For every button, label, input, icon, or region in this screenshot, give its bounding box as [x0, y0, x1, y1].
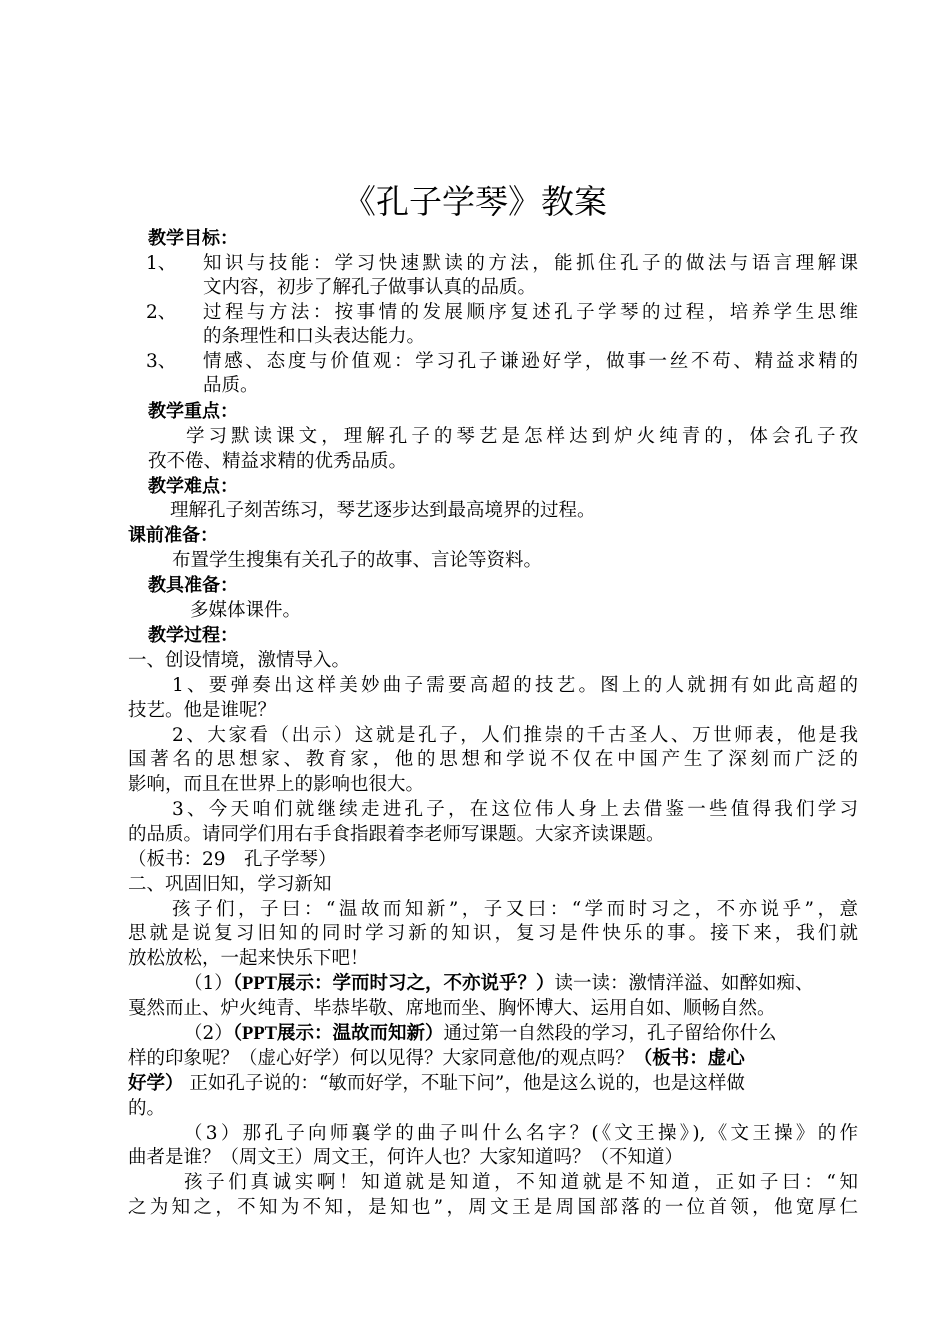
prep-heading: 课前准备： — [128, 525, 218, 546]
paragraph-2-line-2: 国著名的思想家、教育家，他的思想和学说不仅在中国产生了深刻而广泛的 — [128, 749, 858, 770]
paragraph-3-line-1: 3、今天咱们就继续走进孔子，在这位伟人身上去借鉴一些值得我们学习 — [172, 799, 858, 820]
paragraph-6-line-4: 的。 — [128, 1098, 166, 1119]
section-2-heading: 二、巩固旧知，学习新知 — [128, 874, 332, 895]
paragraph-5-number: （1） — [184, 973, 233, 994]
paragraph-8-line-1: 孩子们真诚实啊！知道就是知道，不知道就是不知道，正如子曰：“知 — [184, 1172, 858, 1193]
paragraph-6-board-label-end: 好学） — [128, 1074, 184, 1094]
objectives-heading: 教学目标： — [148, 228, 238, 249]
paragraph-7-line-2: 曲者是谁？（周文王）周文王，何许人也？大家知道吗？（不知道） — [128, 1147, 684, 1168]
paragraph-6-line-3 — [128, 1073, 745, 1095]
paragraph-4-line-1: 孩子们，子曰：“温故而知新”，子又曰：“学而时习之，不亦说乎”，意 — [172, 899, 858, 920]
paragraph-4-line-2: 思就是说复习旧知的同时学习新的知识，复习是件快乐的事。接下来，我们就 — [128, 923, 858, 944]
paragraph-1-line-1: 1、要弹奏出这样美妙曲子需要高超的技艺。图上的人就拥有如此高超的 — [172, 675, 858, 696]
focus-line-2: 孜不倦、精益求精的优秀品质。 — [148, 451, 408, 472]
objective-3-line-1: 情感、态度与价值观：学习孔子谦逊好学，做事一丝不苟、精益求精的 — [203, 351, 858, 372]
paragraph-2-line-1: 2、大家看（出示）这就是孔子，人们推崇的千古圣人、万世师表，他是我 — [172, 725, 858, 746]
prep-text: 布置学生搜集有关孔子的故事、言论等资料。 — [172, 550, 543, 571]
paragraph-5-ppt-label: （PPT展示：学而时习之，不亦说乎？） — [232, 974, 555, 994]
paragraph-6-line-2 — [128, 1048, 745, 1070]
paragraph-6-ppt-label: （PPT展示：温故而知新） — [232, 1024, 444, 1044]
paragraph-8-line-2: 之为知之，不知为不知，是知也”，周文王是周国部落的一位首领，他宽厚仁 — [128, 1197, 858, 1218]
objective-1-line-2: 文内容，初步了解孔子做事认真的品质。 — [203, 277, 537, 298]
paragraph-3-line-2: 的品质。请同学们用右手食指跟着李老师写课题。大家齐读课题。 — [128, 824, 665, 845]
tools-text: 多媒体课件。 — [190, 600, 302, 621]
difficulty-text: 理解孔子刻苦练习，琴艺逐步达到最高境界的过程。 — [170, 500, 596, 521]
section-1-heading: 一、创设情境，激情导入。 — [128, 650, 351, 671]
paragraph-2-line-3: 影响，而且在世界上的影响也很大。 — [128, 774, 425, 795]
objective-2-number: 2、 — [146, 302, 177, 323]
tools-heading: 教具准备： — [148, 575, 238, 596]
paragraph-5-text: 读一读：激情洋溢、如醉如痴、 — [554, 973, 814, 994]
paragraph-6-line-2-text: 样的印象呢？（虚心好学）何以见得？大家同意他/的观点吗？ — [128, 1048, 634, 1069]
paragraph-5-line-1 — [184, 973, 814, 995]
focus-heading: 教学重点： — [148, 401, 238, 422]
objective-3-number: 3、 — [146, 351, 177, 372]
objective-2-line-2: 的条理性和口头表达能力。 — [203, 326, 426, 347]
process-heading: 教学过程： — [148, 625, 238, 646]
paragraph-7-line-1: （3）那孔子向师襄学的曲子叫什么名字？(《文王操》),《文王操》的作 — [184, 1123, 858, 1144]
paragraph-6-text: 通过第一自然段的学习，孔子留给你什么 — [443, 1023, 777, 1044]
objective-2-line-1: 过程与方法：按事情的发展顺序复述孔子学琴的过程，培养学生思维 — [203, 302, 858, 323]
paragraph-6-board-label: （板书：虚心 — [633, 1049, 745, 1069]
paragraph-5-line-2: 戛然而止、炉火纯青、毕恭毕敬、席地而坐、胸怀博大、运用自如、顺畅自然。 — [128, 998, 776, 1019]
paragraph-6-line-3-text: 正如孔子说的：“敏而好学，不耻下问”，他是这么说的，也是这样做 — [183, 1073, 745, 1094]
paragraph-6-line-1 — [184, 1023, 777, 1045]
objective-1-line-1: 知识与技能：学习快速默读的方法，能抓住孔子的做法与语言理解课 — [203, 253, 858, 274]
focus-line-1: 学习默读课文，理解孔子的琴艺是怎样达到炉火纯青的，体会孔子孜 — [186, 426, 858, 447]
paragraph-6-number: （2） — [184, 1023, 233, 1044]
objective-3-line-2: 品质。 — [203, 375, 259, 396]
paragraph-4-line-3: 放松放松，一起来快乐下吧！ — [128, 948, 369, 969]
objective-1-number: 1、 — [146, 253, 177, 274]
document-title: 《孔子学琴》教案 — [343, 182, 607, 221]
board-note: （板书：29 孔子学琴） — [128, 849, 337, 870]
difficulty-heading: 教学难点： — [148, 476, 238, 497]
paragraph-1-line-2: 技艺。他是谁呢？ — [128, 700, 277, 721]
